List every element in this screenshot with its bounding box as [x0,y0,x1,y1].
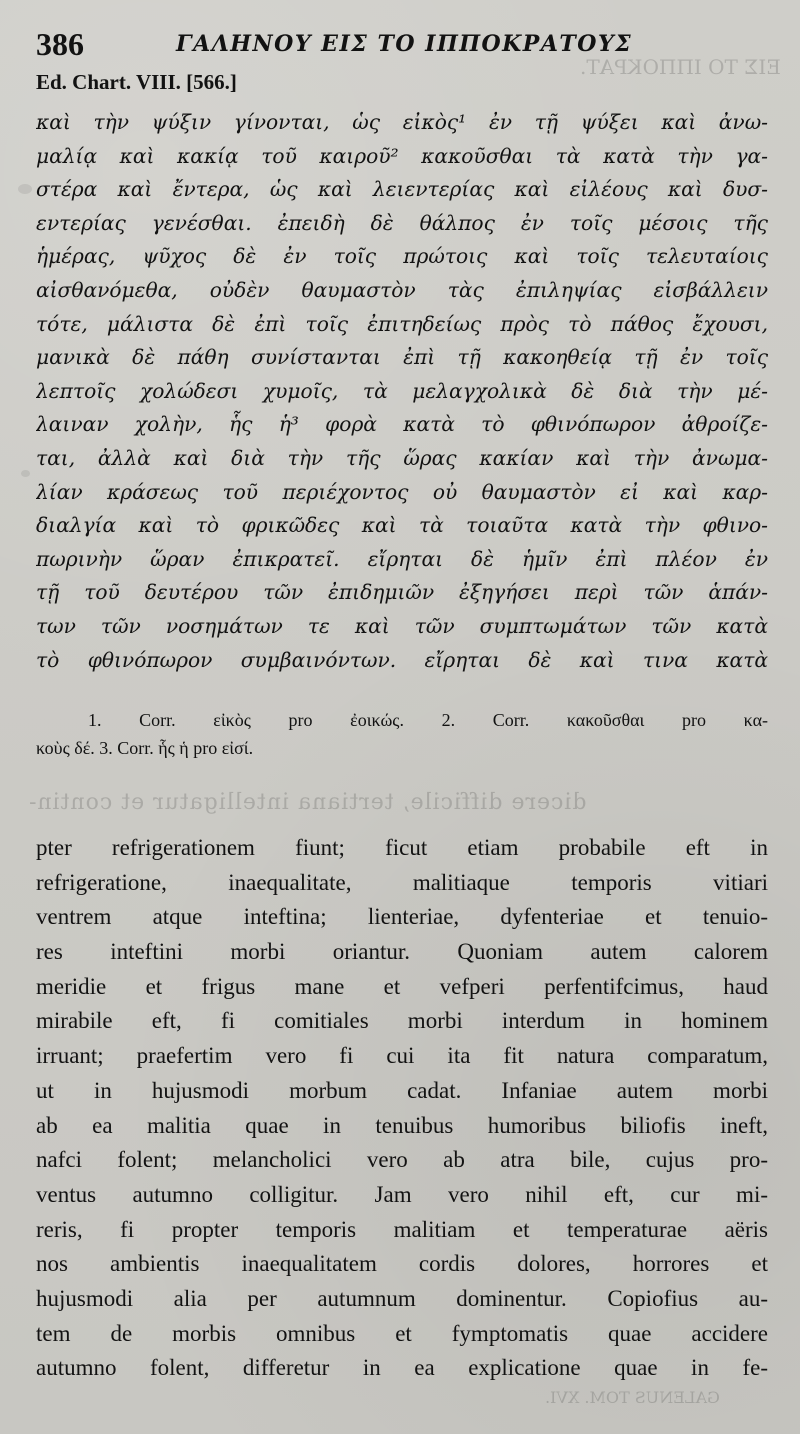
latin-text-line: ventrem atque inteftina; lienteriae, dyfenteriae et tenuio- [36,904,768,930]
greek-text-line: λαιναν χολὴν, ἧς ἡ³ φορὰ κατὰ τὸ φθινόπωρον ἀθροίζε- [36,412,768,437]
latin-text-line: ut in hujusmodi morbum cadat. Infaniae autem morbi [36,1077,768,1103]
show-through-text: GALENUS TOM. XVI. [545,1388,720,1407]
latin-text-line: nos ambientis inaequalitatem cordis dolores, horrores et [36,1251,768,1277]
greek-text-line: αἰσθανόμεθα, οὐδὲν θαυμαστὸν τὰς ἐπιληψίας εἰσβάλλειν [36,277,768,302]
page-number: 386 [36,26,84,62]
greek-text-line: μαλίᾳ καὶ κακίᾳ τοῦ καιροῦ² κακοῦσθαι τὰ κατὰ τὴν γα- [36,143,768,168]
latin-text-line: pter refrigerationem fiunt; ficut etiam probabile eft in [36,835,768,860]
greek-text-line: εντερίας γενέσθαι. ἐπειδὴ δὲ θάλπος ἐν τοῖς μέσοις τῆς [36,210,768,235]
show-through-text: ΕΙΣ ΤΟ ΙΠΠΟΚΡΑΤ. [580,55,781,79]
greek-text-line: τότε, μάλιστα δὲ ἐπὶ τοῖς ἐπιτηδείως πρὸς τὸ πάθος ἔχουσι, [36,311,768,336]
footnote-line: 1. Corr. εἰκὸς pro ἐοικώς. 2. Corr. κακοῦσθαι pro κα- [88,710,768,730]
greek-text-line: ται, ἀλλὰ καὶ διὰ τὴν τῆς ὥρας κακίαν καὶ τὴν ἀνωμα- [36,445,768,470]
latin-text-line: autumno folent, differetur in ea explicatione quae in fe- [36,1355,768,1381]
latin-text-line: res inteftini morbi oriantur. Quoniam autem calorem [36,939,768,965]
greek-text-line: των τῶν νοσημάτων τε καὶ τῶν συμπτωμάτων τῶν κατὰ [36,613,768,638]
footnotes [36,706,768,762]
latin-text-line: irruant; praefertim vero fi cui ita fit natura comparatum, [36,1043,768,1069]
greek-text-line: τὸ φθινόπωρον συμβαινόντων. εἴρηται δὲ καὶ τινα κατὰ [36,647,768,672]
paper-mark [18,184,32,194]
greek-text-line: λεπτοῖς χολώδεσι χυμοῖς, τὰ μελαγχολικὰ δὲ διὰ τὴν μέ- [36,378,768,403]
greek-text-line: διαλγία καὶ τὸ φρικῶδες καὶ τὰ τοιαῦτα κατὰ τὴν φθινο- [36,513,768,538]
latin-text-line: ab ea malitia quae in tenuibus humoribus biliofis ineft, [36,1112,768,1138]
greek-text-line: λίαν κράσεως τοῦ περιέχοντος οὐ θαυμαστὸν εἰ καὶ καρ- [36,479,768,504]
latin-text-line: refrigeratione, inaequalitate, malitiaque temporis vitiari [36,869,768,895]
show-through-text: dicere difficile, tertiana intelligatur et contin- [28,790,587,815]
greek-text-line: καὶ τὴν ψύξιν γίνονται, ὡς εἰκὸς¹ ἐν τῇ ψύξει καὶ ἀνω- [36,110,768,134]
running-title: ΓΑΛΗΝΟΥ ΕΙΣ ΤΟ ΙΠΠΟΚΡΑΤΟΥΣ [176,31,633,57]
footnote-line: κοὺς δέ. 3. Corr. ἧς ἡ pro εἰσί. [36,738,254,758]
latin-text-line: tem de morbis omnibus et fymptomatis quae accidere [36,1320,768,1346]
greek-text-line: μανικὰ δὲ πάθη συνίστανται ἐπὶ τῇ κακοηθείᾳ τῇ ἐν τοῖς [36,345,768,370]
edition-reference: Ed. Chart. VIII. [566.] [36,70,237,94]
page-header [36,28,764,68]
greek-text-line: τῇ τοῦ δευτέρου τῶν ἐπιδημιῶν ἐξηγήσει περὶ τῶν ἁπάν- [36,580,768,605]
greek-text-block [36,106,768,677]
greek-text-line: στέρα καὶ ἔντερα, ὡς καὶ λειεντερίας καὶ εἰλέους καὶ δυσ- [36,177,768,202]
latin-text-line: reris, fi propter temporis malitiam et temperaturae aëris [36,1216,768,1242]
latin-text-line: ventus autumno colligitur. Jam vero nihil eft, cur mi- [36,1181,768,1207]
paper-mark [21,470,30,477]
latin-text-line: mirabile eft, fi comitiales morbi interdum in hominem [36,1008,768,1034]
greek-text-line: πωρινὴν ὥραν ἐπικρατεῖ. εἴρηται δὲ ἡμῖν ἐπὶ πλέον ἐν [36,546,768,571]
latin-text-line: meridie et frigus mane et vefperi perfentifcimus, haud [36,973,768,999]
greek-text-line: ἡμέρας, ψῦχος δὲ ἐν τοῖς πρώτοις καὶ τοῖς τελευταίοις [36,244,768,269]
latin-text-line: nafci folent; melancholici vero ab atra bile, cujus pro- [36,1147,768,1173]
latin-text-block [36,831,768,1386]
latin-text-line: hujusmodi alia per autumnum dominentur. Copiofius au- [36,1285,768,1311]
